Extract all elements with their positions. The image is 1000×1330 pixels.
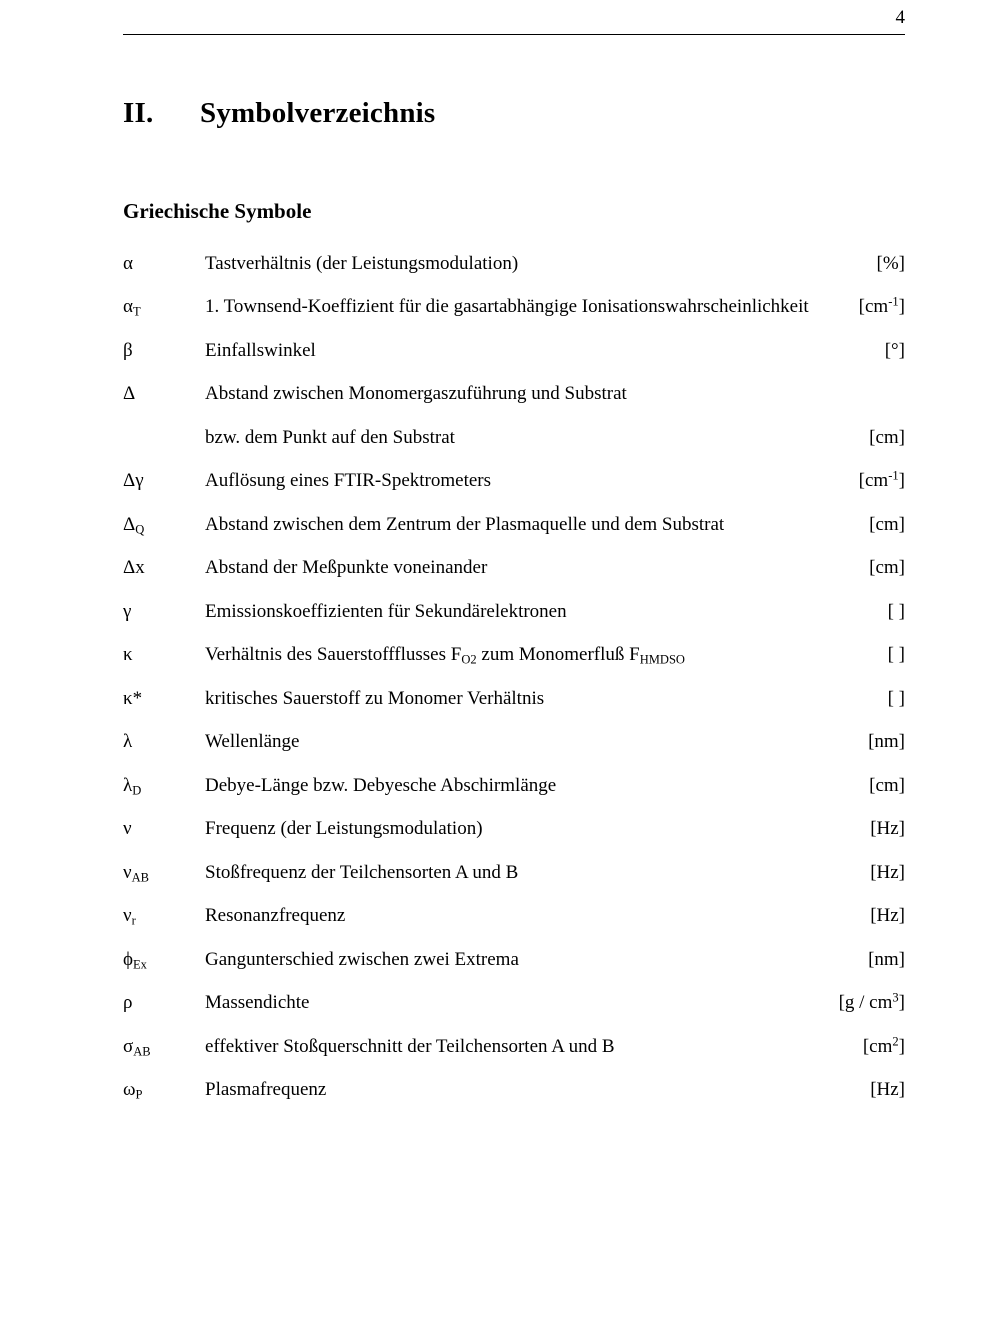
- description-cell: Massendichte: [205, 992, 310, 1014]
- unit-cell: $[cm^{-1}]$: [858, 468, 905, 492]
- header-rule: [123, 34, 905, 35]
- symbol-cell: β: [123, 339, 133, 361]
- symbol-cell: Δx: [123, 557, 145, 579]
- symbol-row: [123, 677, 905, 721]
- symbol-row: [123, 503, 905, 547]
- symbol-row: [123, 808, 905, 852]
- description-cell: Frequenz (der Leistungsmodulation): [205, 818, 483, 840]
- chapter-title: Symbolverzeichnis: [200, 97, 436, 129]
- unit-cell: [Hz]: [870, 818, 905, 840]
- description-cell: Abstand zwischen Monomergaszuführung und Substrat: [205, 383, 627, 405]
- unit-cell: $[g / cm^3]$: [838, 990, 905, 1014]
- symbol-row: [123, 982, 905, 1026]
- symbol-cell: ν: [123, 818, 132, 840]
- unit-cell: [cm]: [869, 774, 905, 796]
- symbol-row: [123, 895, 905, 939]
- symbol-row: [123, 634, 905, 678]
- chapter-heading: [123, 97, 435, 130]
- unit-cell: [Hz]: [870, 905, 905, 927]
- symbol-row: [123, 1025, 905, 1069]
- unit-cell: [ ]: [887, 644, 905, 666]
- description-cell: effektiver Stoßquerschnitt der Teilchensorten A und B: [205, 1035, 615, 1057]
- unit-cell: $[cm^2]$: [862, 1034, 905, 1057]
- description-cell: 1. Townsend-Koeffizient für die gasartabhängige Ionisationswahrscheinlichkeit: [205, 296, 809, 318]
- symbol-row: [123, 590, 905, 634]
- description-cell: Emissionskoeffizienten für Sekundärelektronen: [205, 600, 567, 622]
- symbol-row: [123, 329, 905, 373]
- description-cell: Gangunterschied zwischen zwei Extrema: [205, 948, 519, 970]
- unit-cell: [ ]: [887, 687, 905, 709]
- description-cell: Wellenlänge: [205, 731, 300, 753]
- unit-cell: [Hz]: [870, 861, 905, 883]
- description-cell: Plasmafrequenz: [205, 1079, 327, 1101]
- description-cell: Resonanzfrequenz: [205, 905, 346, 927]
- symbol-row: [123, 373, 905, 417]
- unit-cell: [%]: [876, 252, 905, 274]
- symbol-row: [123, 721, 905, 765]
- description-cell: Abstand zwischen dem Zentrum der Plasmaquelle und dem Substrat: [205, 513, 725, 535]
- description-cell: Stoßfrequenz der Teilchensorten A und B: [205, 861, 519, 883]
- unit-cell: [ ]: [887, 600, 905, 622]
- unit-cell: [Hz]: [870, 1079, 905, 1101]
- section-title: Griechische Symbole: [123, 199, 312, 223]
- unit-cell: $[cm^{-1}]$: [858, 294, 905, 318]
- symbol-row: [123, 764, 905, 808]
- symbol-cell: κ*: [123, 687, 143, 709]
- description-cell: Auflösung eines FTIR-Spektrometers: [205, 470, 492, 492]
- description-cell: Debye-Länge bzw. Debyesche Abschirmlänge: [205, 774, 557, 796]
- description-cell: Einfallswinkel: [205, 339, 316, 361]
- symbol-cell: κ: [123, 644, 133, 666]
- unit-cell: [nm]: [868, 948, 905, 970]
- symbol-table: [123, 242, 905, 1112]
- symbol-cell: $\nu_r$: [123, 905, 136, 928]
- symbol-row: [123, 851, 905, 895]
- description-cell: Abstand der Meßpunkte voneinander: [205, 557, 488, 579]
- symbol-cell: α: [123, 252, 133, 274]
- unit-cell: [cm]: [869, 513, 905, 535]
- symbol-cell: $\omega_P$: [123, 1079, 143, 1102]
- description-cell: Tastverhältnis (der Leistungsmodulation): [205, 252, 519, 274]
- symbol-cell: $\sigma_{AB}$: [123, 1035, 151, 1059]
- symbol-row: [123, 460, 905, 504]
- unit-cell: [cm]: [869, 426, 905, 448]
- symbol-cell: $\lambda_D$: [123, 774, 142, 798]
- symbol-row: [123, 938, 905, 982]
- page-number: 4: [895, 7, 905, 28]
- description-cell: bzw. dem Punkt auf den Substrat: [205, 426, 455, 448]
- symbol-cell: Δ: [123, 383, 136, 405]
- description-cell: kritisches Sauerstoff zu Monomer Verhältnis: [205, 687, 545, 709]
- symbol-row: [123, 242, 905, 286]
- symbol-cell: $\phi_{Ex}$: [123, 948, 147, 972]
- symbol-cell: $\Delta_Q$: [123, 513, 145, 537]
- symbol-row: [123, 1069, 905, 1113]
- unit-cell: [cm]: [869, 557, 905, 579]
- symbol-cell: λ: [123, 731, 133, 753]
- unit-cell: [nm]: [868, 731, 905, 753]
- symbol-cell: γ: [123, 600, 132, 622]
- symbol-cell: Δγ: [123, 470, 144, 492]
- symbol-cell: $\alpha_T$: [123, 296, 141, 319]
- description-cell: Verhältnis des Sauerstoffflusses $F_{O2}$ zum Monomerfluß $F_{HMDSO}$: [205, 644, 685, 667]
- symbol-row: [123, 547, 905, 591]
- symbol-row: [123, 416, 905, 460]
- symbol-row: [123, 286, 905, 330]
- unit-cell: [°]: [884, 339, 905, 361]
- symbol-cell: ρ: [123, 992, 133, 1014]
- symbol-cell: $\nu_{AB}$: [123, 861, 150, 885]
- chapter-numeral: II.: [123, 97, 154, 129]
